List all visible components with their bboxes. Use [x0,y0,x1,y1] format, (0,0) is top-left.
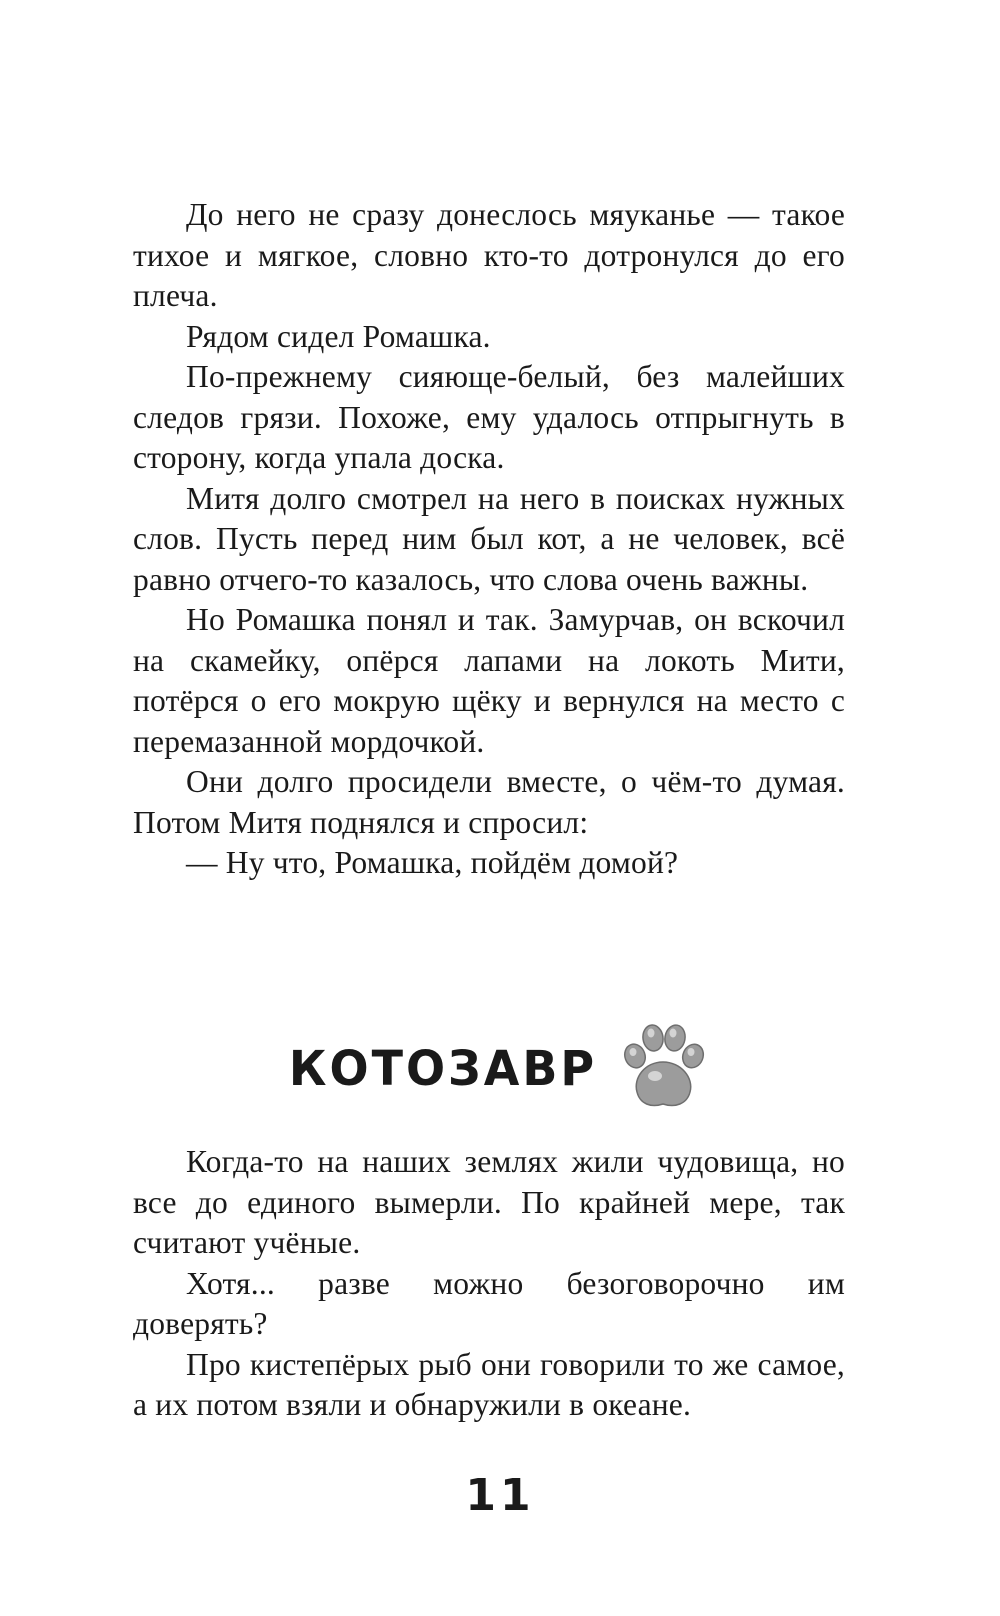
paw-print-icon [615,1022,711,1114]
paragraph: Рядом сидел Ромашка. [186,318,491,354]
chapter-title: КОТОЗАВР [288,1039,598,1097]
paragraph: Митя долго смотрел на него в поисках нужных слов. Пусть перед ним был кот, а не человек, всё равно отчего-то казалось, что слова очень важны. [133,480,845,597]
paragraph: По-прежнему сияюще-белый, без малейших следов грязи. Похоже, ему удалось отпрыгнуть в сторону, когда упала доска. [133,359,845,475]
paragraph: Но Ромашка понял и так. Замурчав, он вскочил на скамейку, опёрся лапами на локоть Мити, потёрся о его мокрую щёку и вернулся на место с перемазанной мордочкой. [133,602,845,759]
paragraph: Хотя... разве можно безоговорочно им доверять? [133,1265,845,1341]
paragraph: Про кистепёрых рыб они говорили то же самое, а их потом взяли и обнаружили в океане. [133,1346,845,1422]
paragraph: Когда-то на наших землях жили чудовища, но все до единого вымерли. По крайней мере, так считают учёные. [133,1144,845,1260]
text-section-top [133,195,845,884]
paragraph: До него не сразу донеслось мяуканье — такое тихое и мягкое, словно кто-то дотронулся до его плеча. [133,197,845,313]
page-number: 11 [465,1470,535,1521]
text-section-bottom [133,1142,845,1426]
dialogue-line: — Ну что, Ромашка, пойдём домой? [186,845,679,880]
paragraph: Они долго просидели вместе, о чём-то думая. Потом Митя поднялся и спросил: [133,764,845,840]
chapter-heading [0,1022,1000,1114]
